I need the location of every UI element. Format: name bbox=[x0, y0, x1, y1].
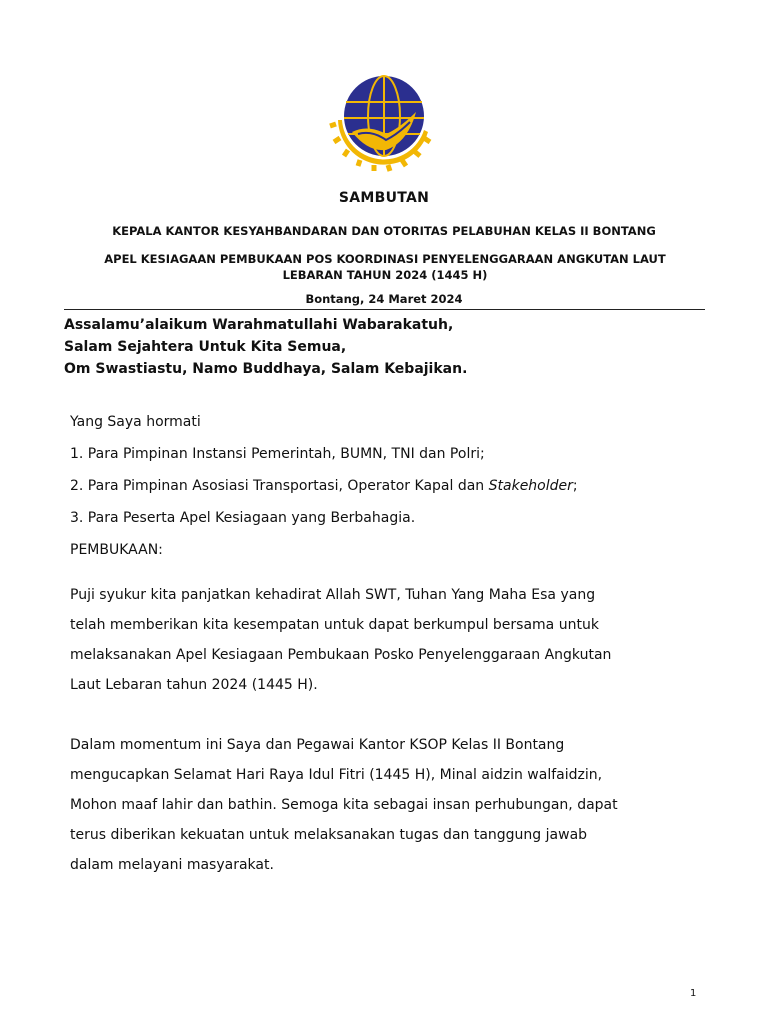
header-divider bbox=[64, 309, 705, 310]
paragraph-line: telah memberikan kita kesempatan untuk dapat berkumpul bersama untuk bbox=[70, 617, 599, 633]
honored-heading: Yang Saya hormati bbox=[70, 414, 201, 430]
paragraph-line: Laut Lebaran tahun 2024 (1445 H). bbox=[70, 677, 318, 693]
paragraph-line: melaksanakan Apel Kesiagaan Pembukaan Posko Penyelenggaraan Angkutan bbox=[70, 647, 612, 663]
honored-item-end: ; bbox=[572, 478, 578, 494]
paragraph-line: Dalam momentum ini Saya dan Pegawai Kantor KSOP Kelas II Bontang bbox=[70, 737, 565, 753]
paragraph-line: Mohon maaf lahir dan bathin. Semoga kita sebagai insan perhubungan, dapat bbox=[70, 797, 618, 813]
document-title: SAMBUTAN bbox=[338, 190, 430, 206]
greeting-line: Om Swastiastu, Namo Buddhaya, Salam Kebajikan. bbox=[64, 361, 468, 377]
honored-item-text: 2. Para Pimpinan Asosiasi Transportasi, Operator Kapal dan bbox=[70, 478, 489, 494]
header-office-line: KEPALA KANTOR KESYAHBANDARAN DAN OTORITAS PELABUHAN KELAS II BONTANG bbox=[112, 224, 656, 238]
document-date: Bontang, 24 Maret 2024 bbox=[305, 292, 463, 306]
page-number: 1 bbox=[690, 988, 697, 999]
greeting-line: Salam Sejahtera Untuk Kita Semua, bbox=[64, 339, 347, 355]
greeting-line: Assalamu’alaikum Warahmatullahi Wabarakatuh, bbox=[64, 317, 454, 333]
paragraph-line: dalam melayani masyarakat. bbox=[70, 857, 274, 873]
paragraph-line: Puji syukur kita panjatkan kehadirat Allah SWT, Tuhan Yang Maha Esa yang bbox=[70, 587, 596, 603]
header-event-line: APEL KESIAGAAN PEMBUKAAN POS KOORDINASI PENYELENGGARAAN ANGKUTAN LAUT LEBARAN TAHUN 2024 (1445 H) bbox=[104, 252, 666, 282]
paragraph-line: mengucapkan Selamat Hari Raya Idul Fitri (1445 H), Minal aidzin walfaidzin, bbox=[70, 767, 603, 783]
paragraph-greetings bbox=[70, 730, 700, 880]
paragraph-line: terus diberikan kekuatan untuk melaksanakan tugas dan tanggung jawab bbox=[70, 827, 588, 843]
section-heading-pembukaan: PEMBUKAAN: bbox=[70, 542, 163, 558]
emblem-globe-logo bbox=[328, 72, 440, 172]
honored-item-italic: Stakeholder bbox=[488, 478, 573, 494]
honored-item: 1. Para Pimpinan Instansi Pemerintah, BUMN, TNI dan Polri; bbox=[70, 446, 485, 462]
paragraph-opening bbox=[70, 580, 700, 700]
honored-item: 3. Para Peserta Apel Kesiagaan yang Berbahagia. bbox=[70, 510, 416, 526]
greeting-block bbox=[64, 314, 467, 380]
honored-item bbox=[70, 470, 700, 502]
honored-guests-list bbox=[70, 406, 700, 534]
